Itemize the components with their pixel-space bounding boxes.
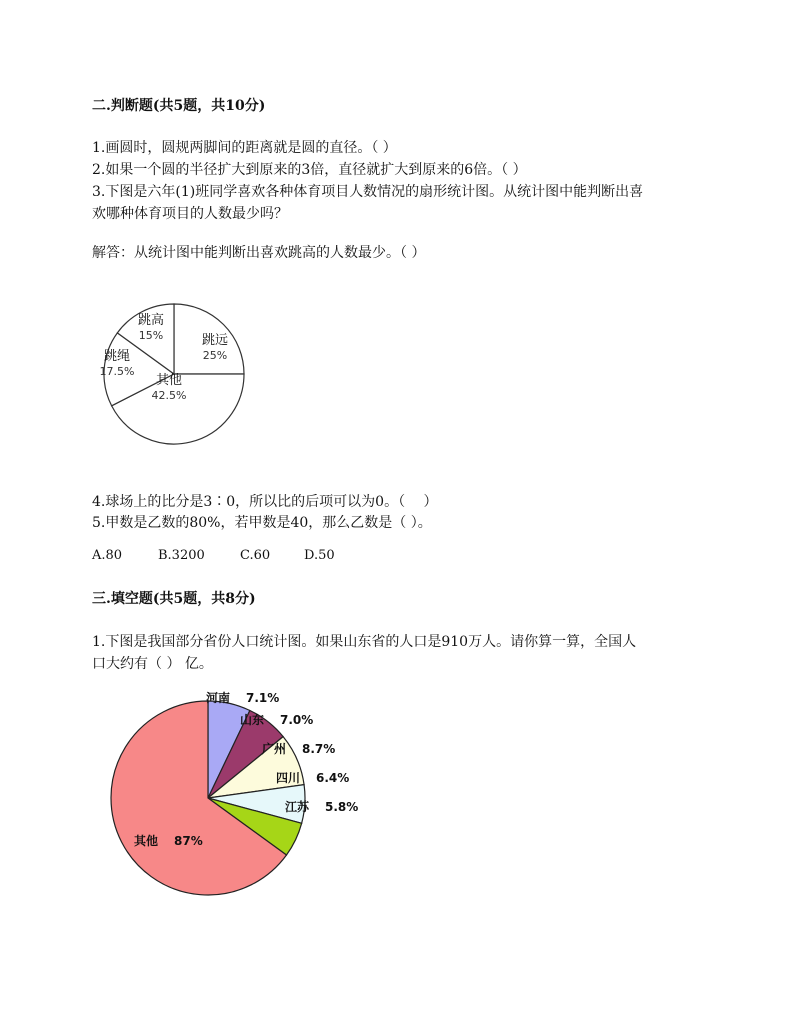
- question-2-3-line1: 3.下图是六年(1)班同学喜欢各种体育项目人数情况的扇形统计图。从统计图中能判断出喜: [92, 184, 644, 200]
- question-2-3-answer: 解答：从统计图中能判断出喜欢跳高的人数最少。（ ）: [92, 245, 426, 261]
- population-pie-value-label: 87%: [174, 834, 203, 848]
- population-pie-value-label: 7.1%: [246, 691, 280, 705]
- population-pie-category-label: 其他: [134, 834, 159, 848]
- sports-pie-category-label: 跳绳: [103, 349, 131, 364]
- question-3-1-line2: 口大约有（ ） 亿。: [92, 656, 213, 672]
- sports-pie-chart: [94, 300, 254, 460]
- question-2-2: 2.如果一个圆的半径扩大到原来的3倍，直径就扩大到原来的6倍。（ ）: [92, 162, 527, 178]
- sports-pie-category-label: 其他: [155, 373, 183, 388]
- option-c: C.60: [240, 548, 271, 563]
- population-pie-value-label: 6.4%: [316, 771, 350, 785]
- population-pie-category-label: 四川: [276, 771, 301, 785]
- sports-pie-value-label: 42.5%: [151, 389, 187, 402]
- population-pie-chart: [0, 680, 794, 940]
- option-d: D.50: [304, 548, 335, 563]
- population-pie-value-label: 8.7%: [302, 742, 336, 756]
- question-2-5: 5.甲数是乙数的80%，若甲数是40，那么乙数是（ ）。: [92, 515, 432, 531]
- sports-pie-category-label: 跳远: [201, 333, 229, 348]
- population-pie-value-label: 5.8%: [325, 800, 359, 814]
- population-pie-value-label: 7.0%: [280, 713, 314, 727]
- population-pie-category-label: 河南: [206, 691, 231, 705]
- question-3-1-line1: 1.下图是我国部分省份人口统计图。如果山东省的人口是910万人。请你算一算，全国人: [92, 634, 637, 650]
- option-b: B.3200: [158, 548, 205, 563]
- section3-heading: 三.填空题(共5题，共8分): [92, 591, 256, 607]
- sports-pie-value-label: 25%: [202, 349, 228, 362]
- sports-pie-value-label: 15%: [138, 329, 164, 342]
- section2-heading: 二.判断题(共5题，共10分): [92, 98, 266, 114]
- option-a: A.80: [92, 548, 123, 563]
- sports-pie-category-label: 跳高: [137, 313, 165, 328]
- population-pie-category-label: 江苏: [285, 800, 310, 814]
- sports-pie-value-label: 17.5%: [99, 365, 135, 378]
- population-pie-category-label: 山东: [240, 713, 265, 727]
- question-2-4: 4.球场上的比分是3∶0，所以比的后项可以为0。（ ）: [92, 494, 438, 510]
- question-2-3-line2: 欢哪种体育项目的人数最少吗？: [92, 206, 288, 222]
- population-pie-category-label: 广州: [262, 742, 287, 756]
- question-2-1: 1.画圆时，圆规两脚间的距离就是圆的直径。（ ）: [92, 140, 397, 156]
